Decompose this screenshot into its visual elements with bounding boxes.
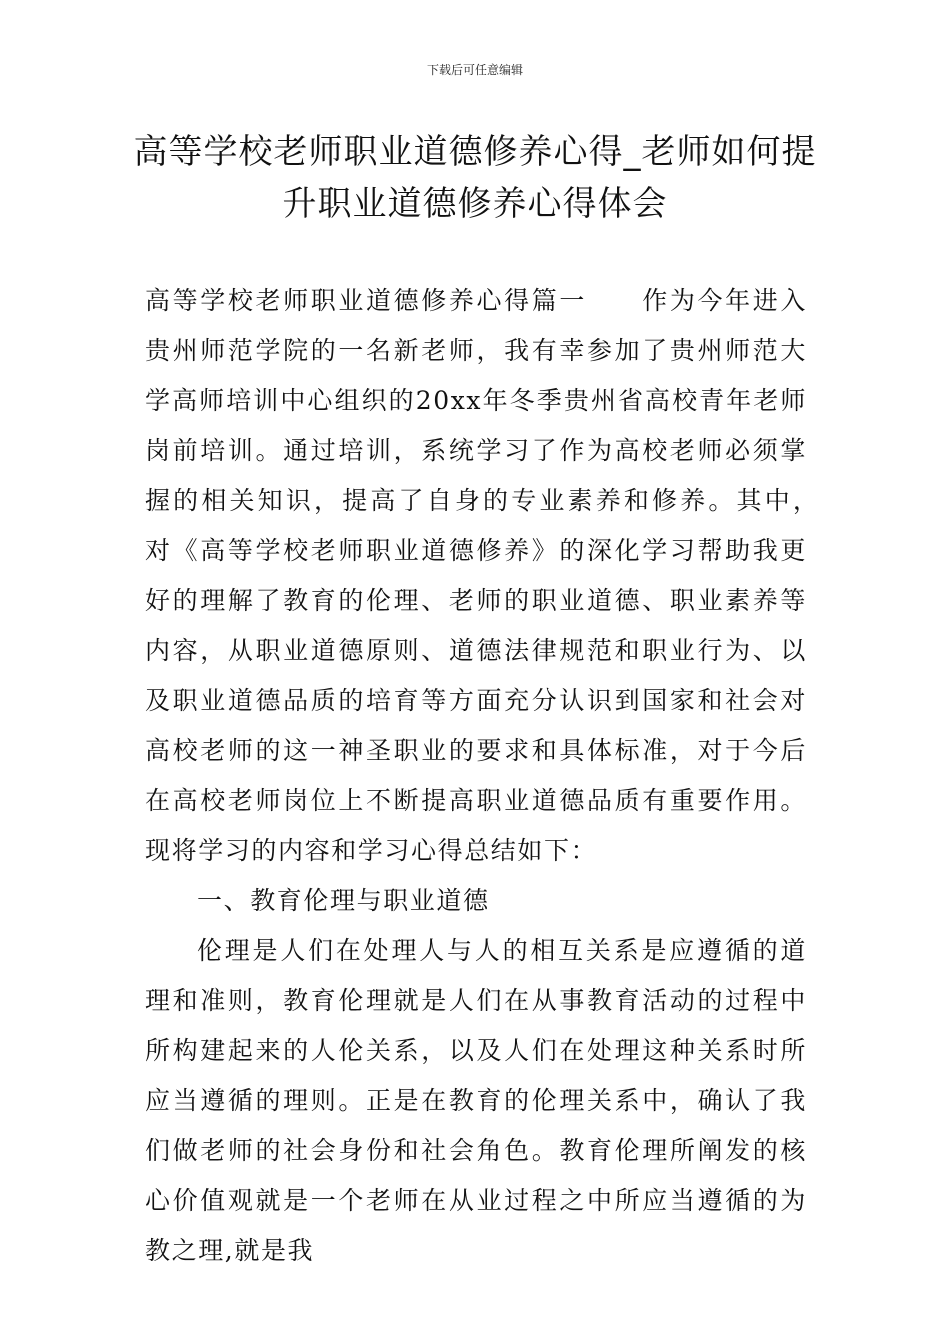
section-heading: 一、教育伦理与职业道德 <box>197 886 490 915</box>
document-title: 高等学校老师职业道德修养心得_老师如何提升职业道德修养心得体会 <box>133 132 817 224</box>
header-note: 下载后可任意编辑 <box>426 63 523 77</box>
paragraph-ethics: 伦理是人们在处理人与人的相互关系是应遵循的道理和准则，教育伦理就是人们在从事教育活动的过程中所构建起来的人伦关系，以及人们在处理这种关系时所应当遵循的理则。正是在教育的伦理关系中，确认了我们做老师的社会身份和社会角色。教育伦理所阐发的核心价值观就是一个老师在从业过程之中所应当遵循的为教之理,就是我 <box>145 936 807 1265</box>
paragraph-intro: 高等学校老师职业道德修养心得篇一 作为今年进入贵州师范学院的一名新老师，我有幸参加了贵州师范大学高师培训中心组织的20xx年冬季贵州省高校青年老师岗前培训。通过培训，系统学习了作为高校老师必须掌握的相关知识，提高了自身的专业素养和修养。其中， 对《高等学校老师职业道德修养》的深化学习帮助我更好的理解了教育的伦理、老师的职业道德、职业素养等内容，从职业道德原则、道德法律规范和职业行为、以及职业道德品质的培育等方面充分认识到国家和社会对高校老师的这一神圣职业的要求和具体标准，对于今后在高校老师岗位上不断提高职业道德品质有重要作用。现将学习的内容和学习心得总结如下： <box>145 286 834 865</box>
document-body <box>145 276 834 1276</box>
